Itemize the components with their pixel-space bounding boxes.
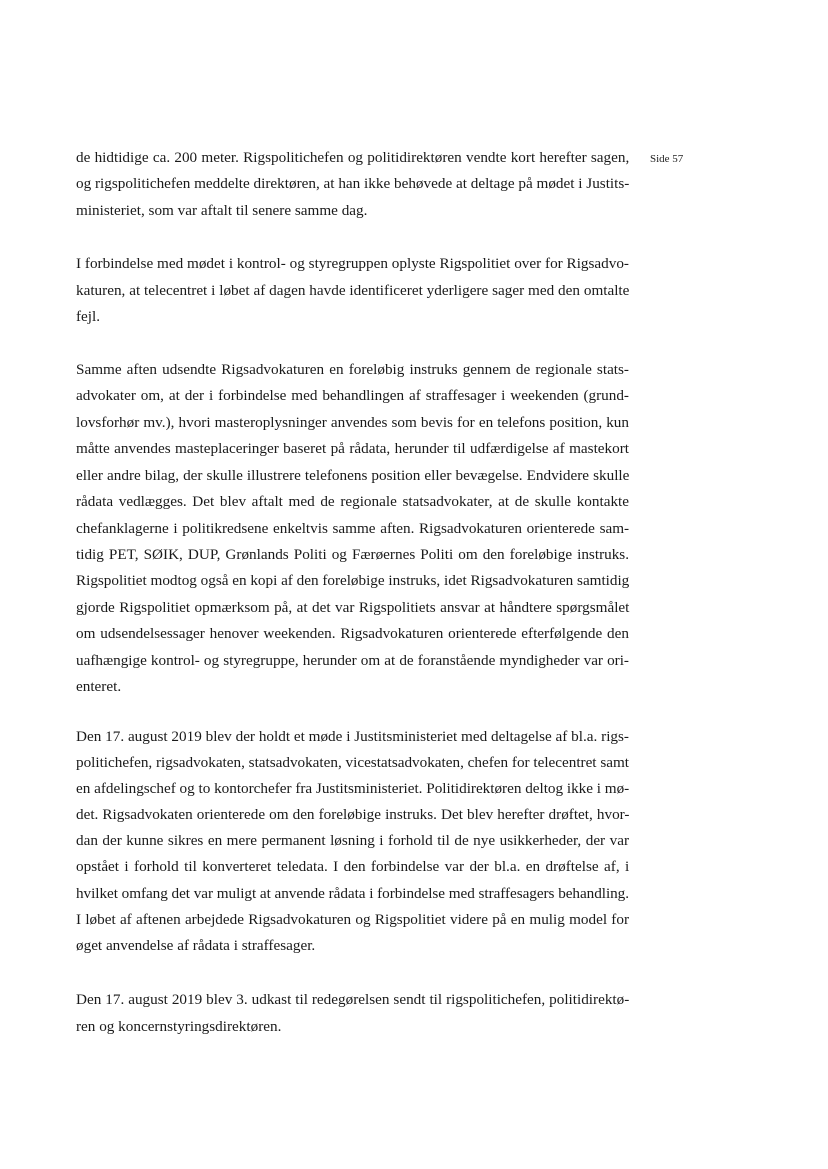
paragraph-4-line-4: det. Rigsadvokaten orienterede om den foreløbige instruks. Det blev herefter drøftet, hvor- — [76, 806, 630, 823]
paragraph-3-line-11: om udsendelsessager henover weekenden. Rigsadvokaturen orienterede efterfølgende den — [76, 625, 629, 642]
paragraph-4-line-2: politichefen, rigsadvokaten, statsadvokaten, vicestatsadvokaten, chefen for telecentret samt — [76, 754, 629, 771]
paragraph-4-line-5: dan der kunne sikres en mere permanent løsning i forhold til de nye usikkerheder, der var — [76, 832, 629, 849]
paragraph-3-line-2: advokater om, at der i forbindelse med behandlingen af straffesager i weekenden (grund- — [76, 387, 629, 404]
page-number: Side 57 — [650, 153, 684, 165]
paragraph-4-line-3: en afdelingschef og to kontorchefer fra Justitsministeriet. Politidirektøren deltog ikke i mø- — [76, 780, 630, 797]
paragraph-3-line-9: Rigspolitiet modtog også en kopi af den foreløbige instruks, idet Rigsadvokaturen samtidig — [76, 572, 630, 589]
paragraph-1-line-3: ministeriet, som var aftalt til senere samme dag. — [76, 202, 368, 219]
paragraph-4-line-8: I løbet af aftenen arbejdede Rigsadvokaturen og Rigspolitiet videre på en mulig model for — [76, 911, 630, 928]
paragraph-3-line-7: chefanklagerne i politikredsene enkeltvis samme aften. Rigsadvokaturen orienterede sam- — [76, 520, 630, 537]
paragraph-3-line-1: Samme aften udsendte Rigsadvokaturen en foreløbig instruks gennem de regionale stats- — [76, 361, 629, 378]
paragraph-4-line-9: øget anvendelse af rådata i straffesager. — [76, 937, 316, 954]
paragraph-3-line-5: eller andre bilag, der skulle illustrere telefonens position eller bevægelse. Endvidere skulle — [76, 467, 630, 484]
paragraph-2-line-3: fejl. — [76, 308, 101, 325]
paragraph-1-line-1: de hidtidige ca. 200 meter. Rigspolitichefen og politidirektøren vendte kort herefter sagen, — [76, 149, 630, 166]
paragraph-3-line-3: lovsforhør mv.), hvori masteroplysninger anvendes som bevis for en telefons position, kun — [76, 414, 629, 431]
paragraph-2-line-1: I forbindelse med mødet i kontrol- og styregruppen oplyste Rigspolitiet over for Rigsadvo- — [76, 255, 629, 272]
paragraph-3-line-12: uafhængige kontrol- og styregruppe, herunder om at de foranstående myndigheder var ori- — [76, 652, 629, 669]
paragraph-4-line-7: hvilket omfang det var muligt at anvende rådata i forbindelse med straffesagers behandling. — [76, 885, 629, 902]
paragraph-3-line-4: måtte anvendes masteplaceringer baseret på rådata, herunder til udfærdigelse af mastekort — [76, 440, 629, 457]
paragraph-3-line-13: enteret. — [76, 678, 122, 695]
paragraph-3-line-8: tidig PET, SØIK, DUP, Grønlands Politi og Færøernes Politi om den foreløbige instruks. — [76, 546, 630, 563]
paragraph-5-line-1: Den 17. august 2019 blev 3. udkast til redegørelsen sendt til rigspolitichefen, politidirektø- — [76, 991, 630, 1008]
paragraph-3-line-10: gjorde Rigspolitiet opmærksom på, at det var Rigspolitiets ansvar at håndtere spørgsmålet — [76, 599, 630, 616]
paragraph-5-line-2: ren og koncernstyringsdirektøren. — [76, 1018, 282, 1035]
paragraph-1-line-2: og rigspolitichefen meddelte direktøren, at han ikke behøvede at deltage på mødet i Justits- — [76, 175, 630, 192]
paragraph-3-line-6: rådata vedlægges. Det blev aftalt med de regionale statsadvokater, at de skulle kontakte — [76, 493, 629, 510]
paragraph-2-line-2: katuren, at telecentret i løbet af dagen havde identificeret yderligere sager med den omtalte — [76, 282, 630, 299]
paragraph-4-line-1: Den 17. august 2019 blev der holdt et møde i Justitsministeriet med deltagelse af bl.a. rigs- — [76, 728, 629, 745]
paragraph-4-line-6: opstået i forhold til konverteret teledata. I den forbindelse var der bl.a. en drøftelse af, i — [76, 858, 630, 875]
